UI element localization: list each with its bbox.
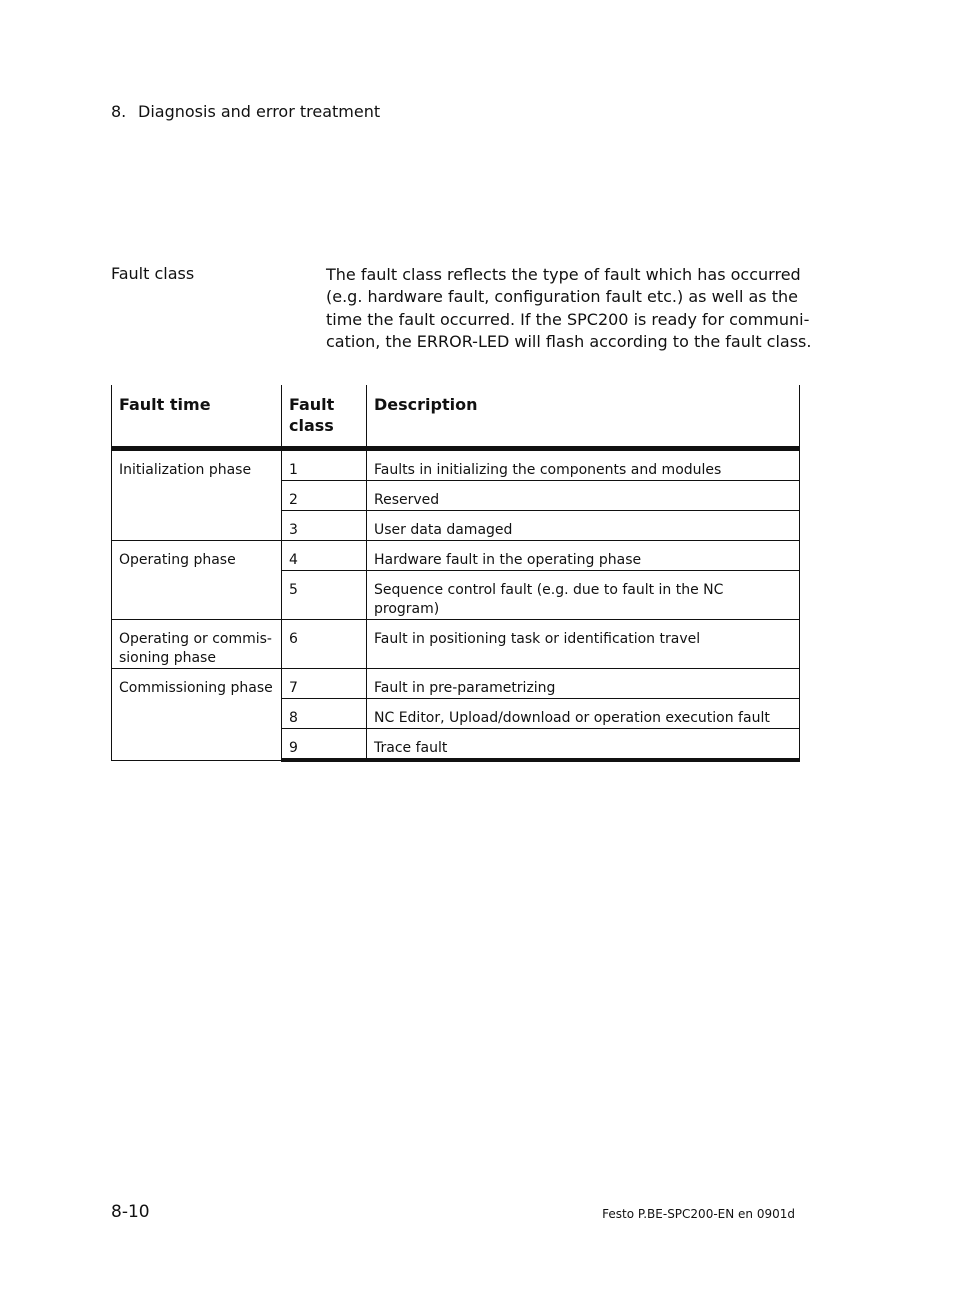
header-fault-class-line: class xyxy=(289,416,334,435)
description-cell: Fault in positioning task or identification travel xyxy=(367,620,800,669)
header-description: Description xyxy=(367,385,800,449)
fault-time-cell xyxy=(112,620,282,669)
chapter-title: Diagnosis and error treatment xyxy=(138,102,381,121)
fault-time-text: Initialization phase xyxy=(119,462,252,478)
description-cell: Reserved xyxy=(367,481,800,511)
fault-time-text: Operating or commis- xyxy=(119,631,272,647)
fault-class-cell: 4 xyxy=(282,541,367,571)
intro-paragraph xyxy=(326,264,812,354)
header-fault-class-line: Fault xyxy=(289,395,335,414)
table-row xyxy=(112,669,800,699)
table-row xyxy=(112,541,800,571)
intro-line: cation, the ERROR-LED will flash according to the fault class. xyxy=(326,332,812,352)
table-header-row xyxy=(112,385,800,449)
page-number: 8-10 xyxy=(111,1202,150,1222)
fault-class-cell: 1 xyxy=(282,449,367,481)
fault-time-text: Commissioning phase xyxy=(119,680,273,696)
fault-time-text: sioning phase xyxy=(119,650,216,666)
description-cell: Sequence control fault (e.g. due to fault in the NC program) xyxy=(367,571,800,620)
fault-class-table xyxy=(111,385,800,762)
intro-line: time the fault occurred. If the SPC200 is ready for communi- xyxy=(326,309,810,329)
table-row xyxy=(112,449,800,481)
fault-time-text: Operating phase xyxy=(119,552,236,568)
fault-class-cell: 8 xyxy=(282,699,367,729)
fault-class-cell: 2 xyxy=(282,481,367,511)
description-cell: User data damaged xyxy=(367,511,800,541)
description-cell: NC Editor, Upload/download or operation execution fault xyxy=(367,699,800,729)
fault-time-cell xyxy=(112,449,282,541)
intro-line: (e.g. hardware fault, configuration fault etc.) as well as the xyxy=(326,287,798,307)
section-label: Fault class xyxy=(111,264,195,283)
header-fault-time: Fault time xyxy=(112,385,282,449)
description-cell: Hardware fault in the operating phase xyxy=(367,541,800,571)
description-cell: Faults in initializing the components and modules xyxy=(367,449,800,481)
chapter-number: 8. xyxy=(111,102,127,121)
fault-class-cell: 5 xyxy=(282,571,367,620)
intro-line: The fault class reflects the type of fault which has occurred xyxy=(326,265,801,284)
document-reference: Festo P.BE-SPC200-EN en 0901d xyxy=(602,1207,795,1221)
fault-class-cell: 7 xyxy=(282,669,367,699)
description-cell: Fault in pre-parametrizing xyxy=(367,669,800,699)
chapter-header xyxy=(111,102,380,121)
fault-time-cell xyxy=(112,669,282,761)
fault-class-cell: 3 xyxy=(282,511,367,541)
fault-class-cell: 6 xyxy=(282,620,367,669)
description-cell: Trace fault xyxy=(367,729,800,761)
header-fault-class xyxy=(282,385,367,449)
fault-time-cell xyxy=(112,541,282,620)
fault-class-cell: 9 xyxy=(282,729,367,761)
table-row xyxy=(112,620,800,669)
